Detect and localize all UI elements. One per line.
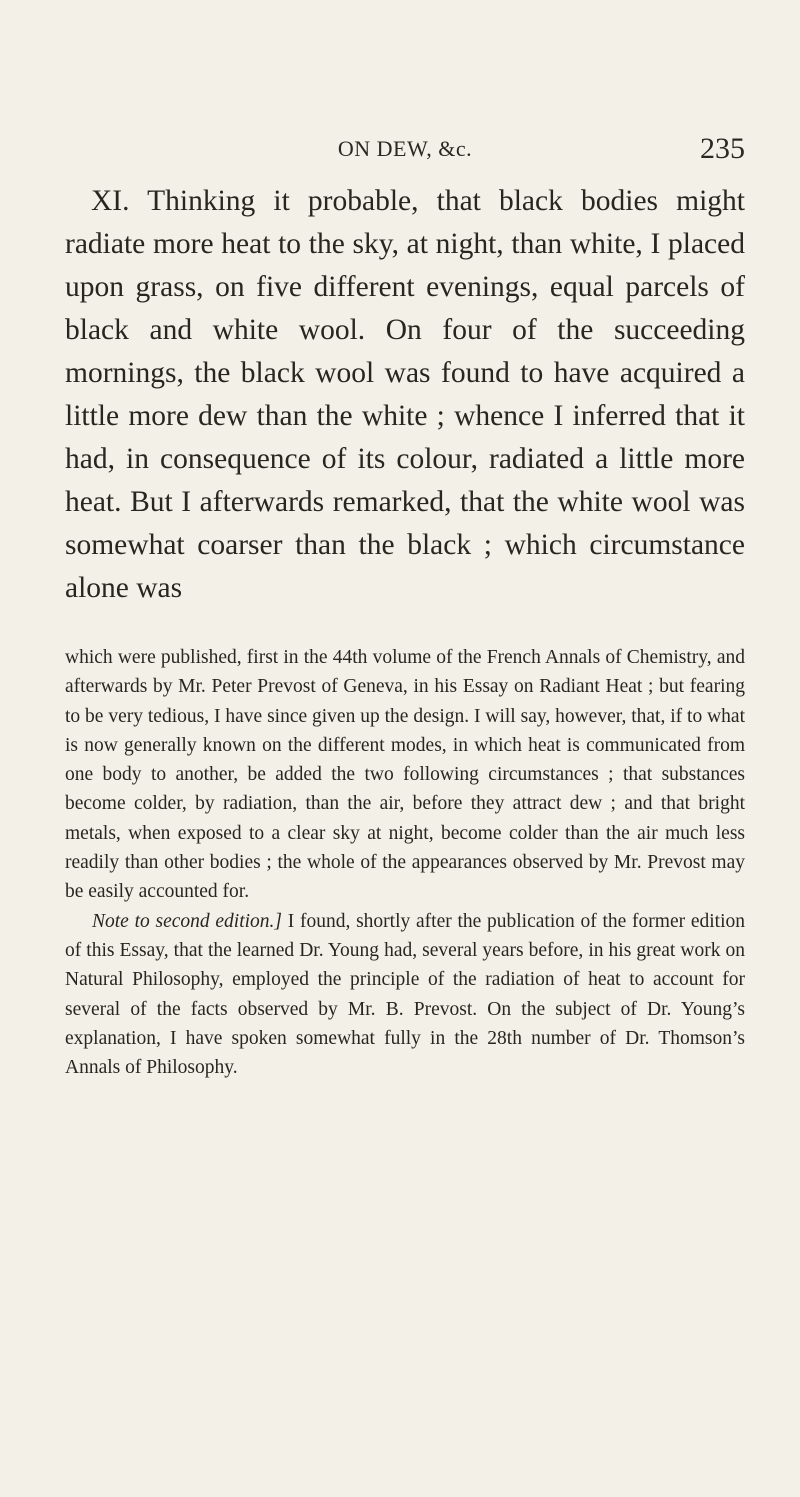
page-header [65, 132, 745, 172]
footnote-continuation: which were published, first in the 44th volume of the French Annals of Chemistry, and afterwards by Mr. Peter Prevost of Geneva, in his Essay on Radiant Heat ; but fearing to be very tedious, I have since given up the design. I will say, however, that, if to what is now generally known on the different modes, in which heat is communicated from one body to another, be added the two following circumstances ; that substances become colder, by radiation, than the air, before they attract dew ; and that bright metals, when exposed to a clear sky at night, become colder than the air much less readily than other bodies ; the whole of the appearances observed by Mr. Prevost may be easily accounted for. [65, 647, 745, 903]
footnote [65, 643, 745, 1082]
note-label: Note to second edition.] [92, 910, 282, 932]
running-head: ON DEW, &c. [337, 136, 473, 161]
main-paragraph: XI. Thinking it probable, that black bodies might radiate more heat to the sky, at night, than white, I placed upon grass, on five different evenings, equal parcels of black and white wool. On four of the succeeding mornings, the black wool was found to have acquired a little more dew than the white ; whence I inferred that it had, in consequence of its colour, radiated a little more heat. But I afterwards remarked, that the white wool was somewhat coarser than the black ; which circumstance alone was [65, 185, 745, 604]
note-text: I found, shortly after the publication of the former edition of this Essay, that the learned Dr. Young had, several years before, in his great work on Natural Philosophy, employed the principle of the radiation of heat to account for several of the facts observed by Mr. B. Prevost. On the subject of Dr. Young’s explanation, I have spoken somewhat fully in the 28th number of Dr. Thomson’s Annals of Philosophy. [65, 910, 745, 1079]
page-number: 235 [700, 132, 745, 165]
footnote-note [65, 907, 745, 1083]
